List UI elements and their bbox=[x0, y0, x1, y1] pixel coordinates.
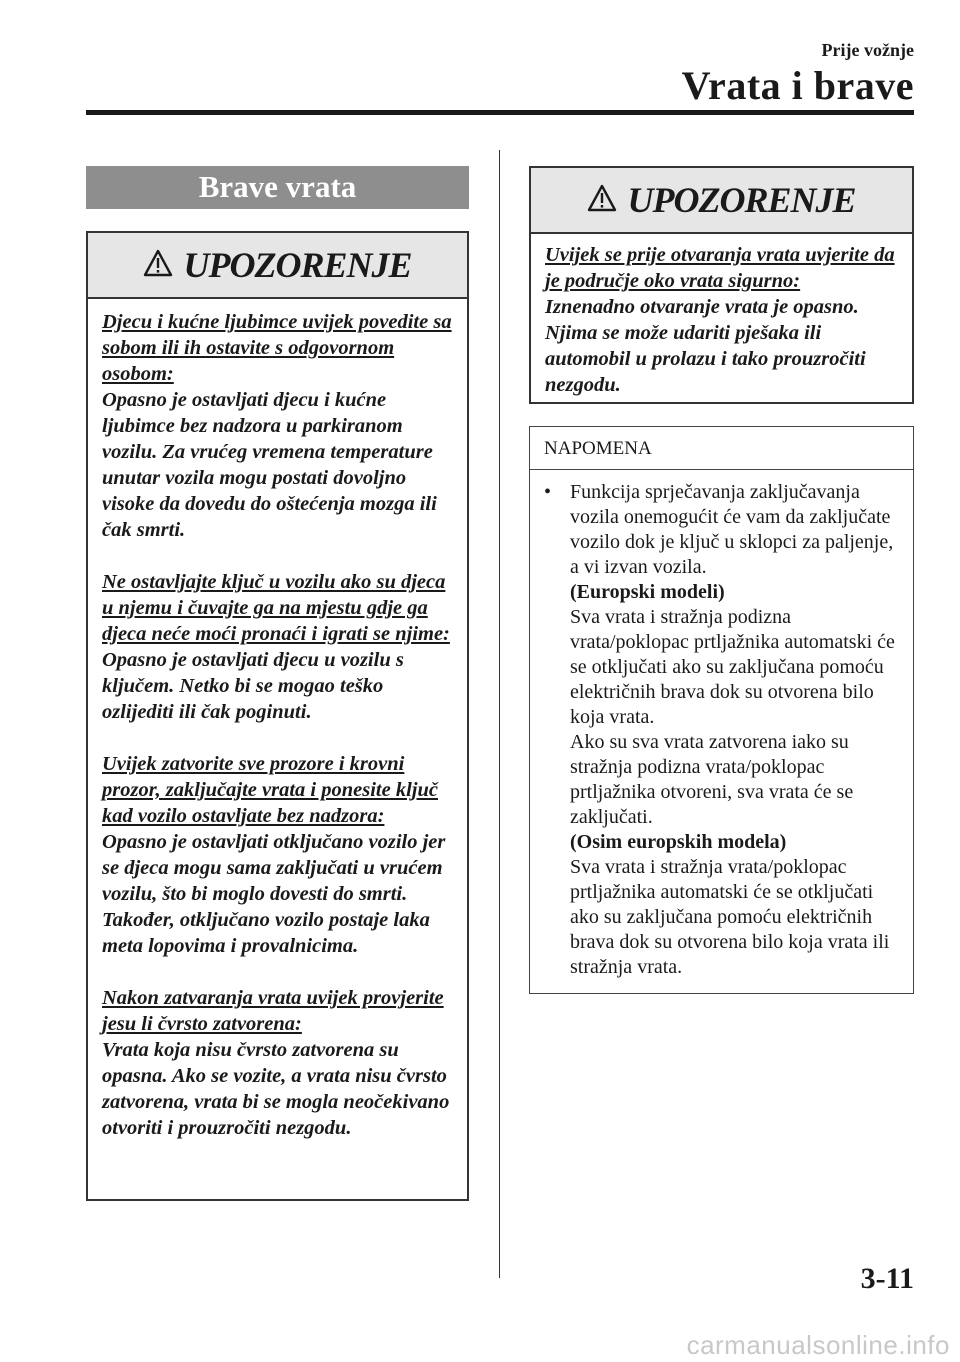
warning-triangle-icon bbox=[587, 184, 617, 217]
note-list bbox=[530, 470, 913, 980]
warning-text: Opasno je ostavljati djecu u vozilu s ključem. Netko bi se mogao teško ozlijediti ili čak poginuti. bbox=[102, 649, 404, 723]
list-item bbox=[544, 480, 901, 980]
header-rule bbox=[86, 110, 914, 115]
warning-paragraph bbox=[545, 242, 898, 398]
footer-watermark: carmanualsonline.info bbox=[686, 1330, 950, 1360]
note-text: Sva vrata i stražnja vrata/poklopac prtljažnika automatski će se otključati ako su zaključana pomoću električnih brava dok su otvorena bilo koja vrata ili stražnja vrata. bbox=[570, 856, 890, 978]
warning-heading: Ne ostavljajte ključ u vozilu ako su djeca u njemu i čuvajte ga na mjestu gdje ga djeca neće moći pronaći i igrati se njime: bbox=[102, 571, 450, 645]
page-title: Vrata i brave bbox=[681, 63, 914, 108]
warning-header bbox=[88, 233, 467, 299]
note-text: Sva vrata i stražnja podizna vrata/poklopac prtljažnika automatski će se otključati ako su zaključana pomoću električnih brava dok su otvorena bilo koja vrata. bbox=[570, 606, 895, 728]
warning-paragraph bbox=[102, 569, 453, 725]
warning-paragraph bbox=[102, 751, 453, 959]
note-box bbox=[529, 426, 914, 994]
note-text: Funkcija sprječavanja zaključavanja vozila onemogućit će vam da zaključate vozilo dok je ključ u sklopci za paljenje, a vi izvan vozila. bbox=[570, 481, 894, 578]
column-divider bbox=[499, 150, 500, 1278]
page-number: 3-11 bbox=[860, 1262, 914, 1295]
warning-paragraph bbox=[102, 985, 453, 1141]
warning-box-left bbox=[86, 231, 469, 1201]
warning-body bbox=[88, 299, 467, 1155]
warning-box-right bbox=[529, 166, 914, 404]
section-banner: Brave vrata bbox=[86, 166, 469, 209]
warning-text: Opasno je ostavljati djecu i kućne ljubimce bez nadzora u parkiranom vozilu. Za vrućeg vremena temperature unutar vozila mogu postati dovoljno visoke da dovedu do oštećenja mozga ili čak smrti. bbox=[102, 389, 437, 541]
bullet-icon: • bbox=[544, 481, 552, 503]
warning-title: UPOZORENJE bbox=[627, 180, 856, 220]
warning-paragraph bbox=[102, 309, 453, 543]
warning-text: Iznenadno otvaranje vrata je opasno. Njima se može udariti pješaka ili automobil u prolazu i tako prouzročiti nezgodu. bbox=[545, 296, 866, 396]
note-text: Ako su sva vrata zatvorena iako su stražnja podizna vrata/poklopac prtljažnika otvoreni, sva vrata će se zaključati. bbox=[570, 731, 854, 828]
note-subheading: (Osim europskih modela) bbox=[570, 831, 787, 853]
warning-body bbox=[531, 234, 912, 412]
warning-triangle-icon bbox=[143, 249, 173, 282]
warning-header bbox=[531, 168, 912, 234]
note-header: NAPOMENA bbox=[530, 427, 913, 470]
warning-heading: Nakon zatvaranja vrata uvijek provjerite jesu li čvrsto zatvorena: bbox=[102, 987, 444, 1035]
warning-text: Opasno je ostavljati otključano vozilo jer se djeca mogu sama zaključati u vrućem vozilu, što bi moglo dovesti do smrti. Također, otključano vozilo postaje laka meta lopovima i provalnicima. bbox=[102, 831, 446, 957]
warning-heading: Uvijek zatvorite sve prozore i krovni prozor, zaključajte vrata i ponesite ključ kad vozilo ostavljate bez nadzora: bbox=[102, 753, 438, 827]
chapter-label: Prije vožnje bbox=[821, 40, 914, 60]
warning-title: UPOZORENJE bbox=[183, 245, 412, 285]
warning-heading: Uvijek se prije otvaranja vrata uvjerite da je područje oko vrata sigurno: bbox=[545, 244, 895, 292]
note-subheading: (Europski modeli) bbox=[570, 581, 725, 603]
warning-text: Vrata koja nisu čvrsto zatvorena su opasna. Ako se vozite, a vrata nisu čvrsto zatvorena, vrata bi se mogla neočekivano otvoriti i prouzročiti nezgodu. bbox=[102, 1039, 450, 1139]
warning-heading: Djecu i kućne ljubimce uvijek povedite sa sobom ili ih ostavite s odgovornom osobom: bbox=[102, 311, 452, 385]
